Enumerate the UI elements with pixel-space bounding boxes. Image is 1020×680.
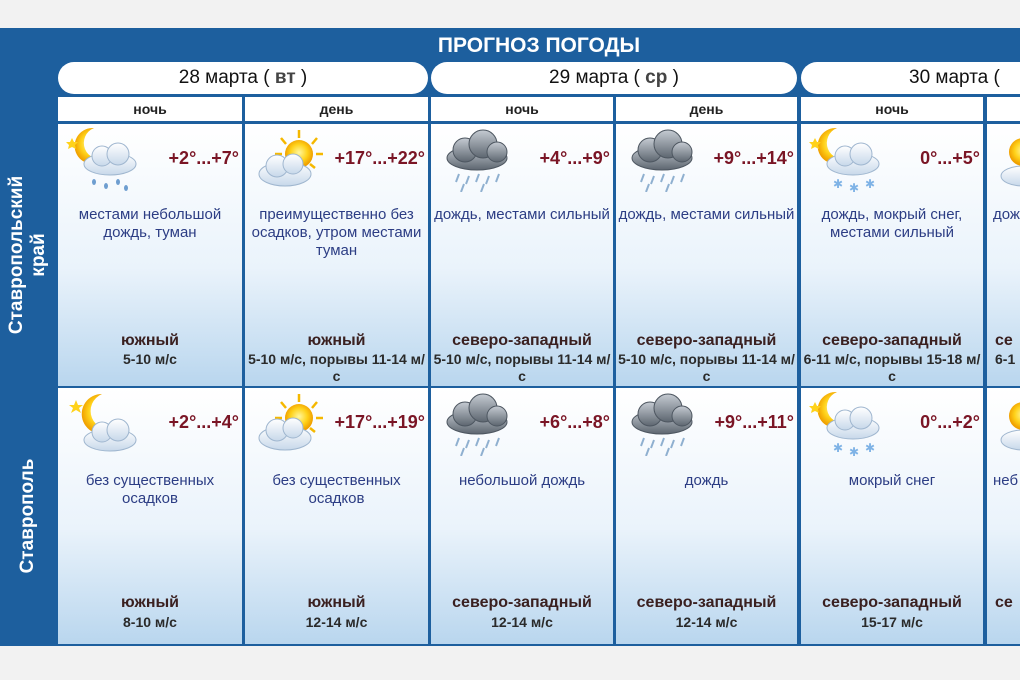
sun-cloud-icon: [251, 390, 331, 456]
wind-direction: северо-западный: [452, 594, 592, 611]
temperature-range: +17°...+22°: [334, 148, 425, 168]
condition-text: преимущественно без осадков, утром местами туман: [251, 206, 422, 259]
wind-speed: 8-10 м/с: [123, 614, 177, 630]
condition-text: без существенных осадков: [272, 472, 401, 507]
temperature-range: +4°...+9°: [539, 148, 610, 168]
svg-text:✱: ✱: [865, 177, 876, 191]
condition-text: дождь, местами сильный: [434, 206, 610, 223]
sun-partial-icon: [993, 390, 1020, 456]
sun-cloud-icon: [251, 126, 331, 192]
temperature-range: +9°...+11°: [714, 412, 794, 432]
temperature-range: +2°...+4°: [168, 412, 239, 432]
condition-text: небольшой дождь: [458, 472, 586, 489]
forecast-cell: [431, 388, 613, 644]
period-header: ночь: [431, 97, 613, 121]
wind-direction: южный: [307, 594, 366, 611]
region-name: Ставрополь: [17, 458, 38, 574]
condition-text: местами небольшой дождь, туман: [78, 206, 222, 241]
moon-cloud-snow-icon: [807, 126, 887, 192]
day-date: 30 марта (: [909, 67, 1000, 88]
moon-cloud-snow-icon: [807, 390, 887, 456]
wind-direction: северо-западный: [452, 332, 592, 349]
wind-direction: се: [995, 332, 1013, 349]
rain-cloud-icon: [622, 390, 702, 456]
svg-text:✱: ✱: [849, 181, 860, 192]
day-date: 28 марта (: [178, 67, 270, 88]
temperature-range: +9°...+14°: [713, 148, 794, 168]
forecast-cell: [801, 388, 983, 644]
temperature-range: 0°...+2°: [920, 412, 980, 432]
forecast-cell: [58, 388, 242, 644]
forecast-cell: [801, 124, 983, 386]
forecast-table: [0, 28, 1020, 646]
temperature-range: +2°...+7°: [168, 148, 239, 168]
wind-speed: 5-10 м/с, порывы 11-14 м/с: [248, 351, 425, 384]
wind-speed: 12-14 м/с: [305, 614, 368, 630]
day-close: ): [300, 67, 308, 88]
region-label-krai: [2, 124, 54, 386]
condition-text: без существенных осадков: [85, 472, 215, 507]
day-header-30: [801, 62, 1020, 94]
temperature-range: +6°...+8°: [539, 412, 610, 432]
forecast-cell: [58, 124, 242, 386]
condition-text: дождь: [684, 472, 729, 489]
wind-direction: южный: [121, 594, 179, 611]
forecast-cell: [987, 388, 1020, 644]
wind-speed: 5-10 м/с, порывы 11-14 м/с: [618, 351, 795, 384]
forecast-cell: [987, 124, 1020, 386]
moon-cloud-rain-icon: [64, 126, 144, 192]
wind-speed: 6-11 м/с, порывы 15-18 м/с: [803, 351, 981, 384]
day-close: ): [672, 67, 679, 88]
period-header: день: [616, 97, 797, 121]
period-header: ночь: [58, 97, 242, 121]
forecast-cell: [431, 124, 613, 386]
wind-speed: 5-10 м/с, порывы 11-14 м/с: [433, 351, 611, 384]
day-date: 29 марта (: [549, 67, 640, 88]
region-name: Ставропольский край: [6, 175, 49, 335]
wind-direction: се: [995, 594, 1013, 611]
day-header-28: [58, 62, 428, 94]
wind-speed: 5-10 м/с: [123, 351, 177, 367]
wind-direction: северо-западный: [636, 332, 777, 349]
condition-text: неб: [993, 472, 1019, 489]
day-header-29: [431, 62, 797, 94]
day-weekday: ср: [645, 67, 668, 88]
period-header: ночь: [801, 97, 983, 121]
wind-speed: 12-14 м/с: [491, 614, 553, 630]
condition-text: мокрый снег: [848, 472, 936, 489]
forecast-cell: [616, 388, 797, 644]
condition-text: дождь, мокрый снег, местами сильный: [821, 206, 963, 241]
wind-direction: северо-западный: [636, 594, 777, 611]
svg-text:✱: ✱: [865, 441, 876, 455]
rain-cloud-icon: [437, 390, 517, 456]
rain-cloud-icon: [437, 126, 517, 192]
temperature-range: 0°...+5°: [920, 148, 980, 168]
day-weekday: вт: [274, 67, 296, 88]
wind-direction: северо-западный: [822, 332, 962, 349]
svg-text:✱: ✱: [849, 445, 860, 456]
rain-cloud-icon: [622, 126, 702, 192]
region-label-city: [2, 388, 54, 644]
wind-speed: 12-14 м/с: [675, 614, 738, 630]
wind-speed: 15-17 м/с: [861, 614, 923, 630]
svg-text:✱: ✱: [833, 177, 844, 191]
forecast-cell: [245, 388, 428, 644]
wind-speed: 6-1: [995, 351, 1016, 367]
page-title: ПРОГНОЗ ПОГОДЫ: [437, 34, 641, 57]
wind-direction: южный: [121, 332, 179, 349]
condition-text: дождь, местами сильный: [618, 206, 795, 223]
svg-text:✱: ✱: [833, 441, 844, 455]
moon-cloud-icon: [64, 390, 144, 456]
sun-partial-icon: [993, 126, 1020, 192]
condition-text: дож: [993, 206, 1020, 223]
temperature-range: +17°...+19°: [334, 412, 425, 432]
forecast-cell: [245, 124, 428, 386]
period-header: день: [245, 97, 428, 121]
forecast-cell: [616, 124, 797, 386]
period-header: [987, 97, 1020, 121]
wind-direction: южный: [307, 332, 366, 349]
wind-direction: северо-западный: [822, 594, 962, 611]
